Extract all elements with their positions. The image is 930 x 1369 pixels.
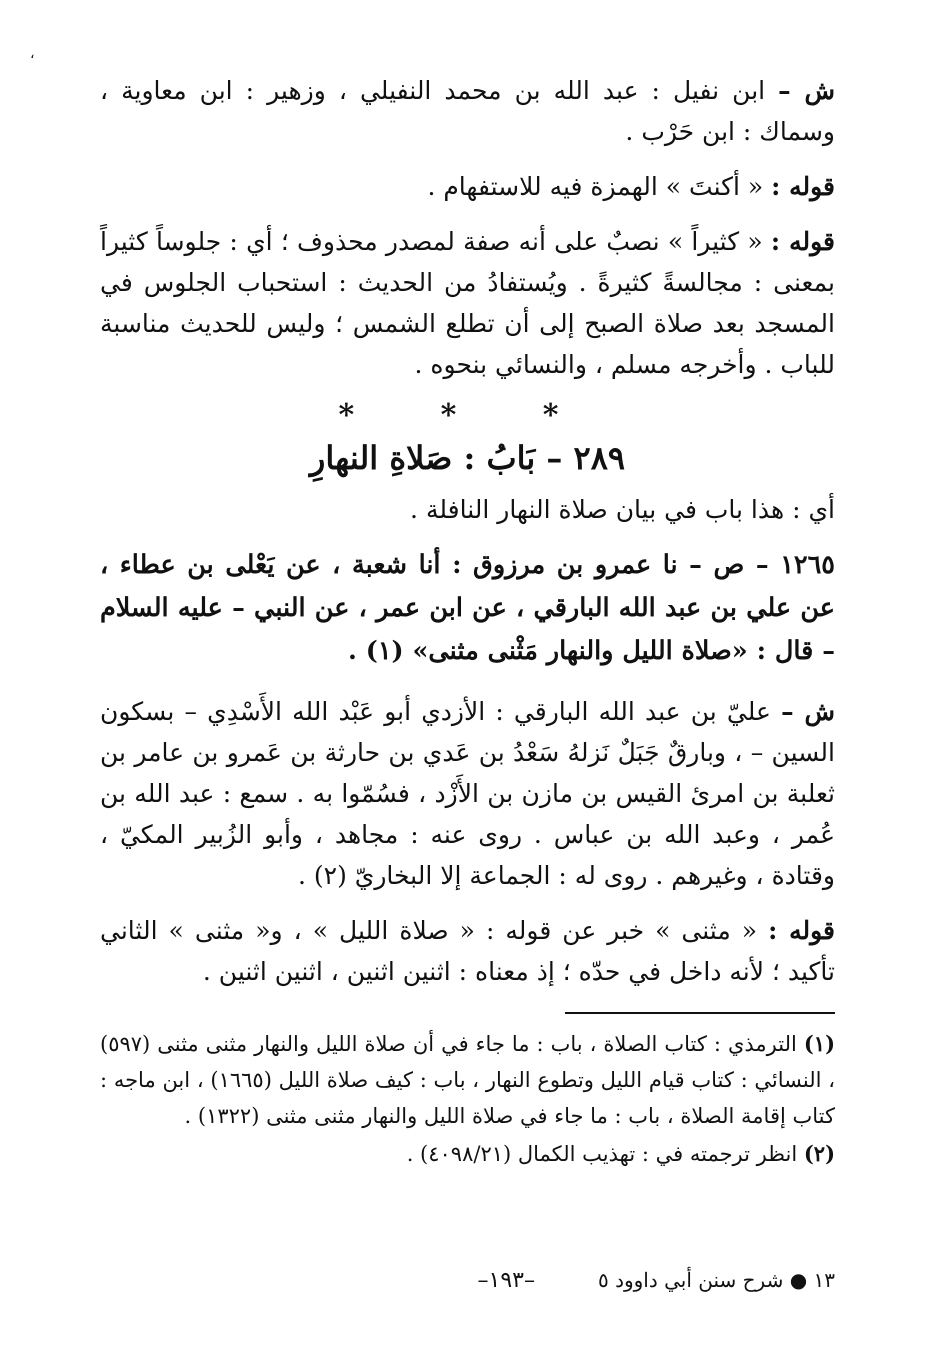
paragraph-text: ابن نفيل : عبد الله بن محمد النفيلي ، وزهير : ابن معاوية ، وسماك : ابن حَرْب . [100,76,835,146]
paragraph-qawluhu-2 [100,221,835,385]
paragraph-lead: قوله : [770,227,835,256]
footnote-number: (١) [803,1031,835,1056]
paragraph-qawluhu-1 [100,166,835,207]
footnote-1 [100,1026,835,1134]
paragraph-lead: ش – [781,697,835,726]
hadith-text: ١٢٦٥ – ص – نا عمرو بن مرزوق : أنا شعبة ، عن يَعْلى بن عطاء ، عن علي بن عبد الله البارقي ، عن ابن عمر ، عن النبي – عليه السلام – قال : «صلاة الليل والنهار مَثْنى مثنى» (١) . [100,550,835,666]
chapter-intro: أي : هذا باب في بيان صلاة النهار النافلة . [410,495,835,524]
page-number: –١٩٣– [477,1268,535,1293]
paragraph-lead: قوله : [771,172,835,201]
paragraph-lead: ش – [778,76,835,105]
footnotes [100,1026,835,1172]
paragraph-lead: قوله : [768,916,835,945]
footnote-number: (٢) [803,1141,835,1166]
paragraph-text: « أكنتَ » الهمزة فيه للاستفهام . [427,172,772,201]
chapter-title: ٢٨٩ – بَابُ : صَلاةِ النهارِ [309,439,626,477]
margin-mark: ، [30,46,35,62]
commentary-narrator [100,691,835,896]
footnote-text: الترمذي : كتاب الصلاة ، باب : ما جاء في أن صلاة الليل والنهار مثنى مثنى (٥٩٧) ، النسائي : كتاب قيام الليل وتطوع النهار ، باب : كيف صلاة الليل (١٦٦٥) ، ابن ماجه : كتاب إقامة الصلاة ، باب : ما جاء في صلاة الليل والنهار مثنى مثنى (١٣٢٢) . [100,1032,835,1128]
footnote-text: انظر ترجمته في : تهذيب الكمال (٤٠٩٨/٢١) . [406,1142,804,1166]
paragraph-narrators [100,70,835,152]
commentary-mathna [100,910,835,992]
paragraph-text: « كثيراً » نصبٌ على أنه صفة لمصدر محذوف ؛ أي : جلوساً كثيراً بمعنى : مجالسةً كثيرةً . ويُستفادُ من الحديث : استحباب الجلوس في المسجد بعد صلاة الصبح إلى أن تطلع الشمس ؛ وليس للحديث مناسبة للباب . وأخرجه مسلم ، والنسائي بنحوه . [100,227,835,379]
footnote-divider [565,1012,835,1014]
page-body [100,70,835,1174]
paragraph-text: « مثنى » خبر عن قوله : « صلاة الليل » ، و« مثنى » الثاني تأكيد ؛ لأنه داخل في حدّه ؛ إذ معناه : اثنين اثنين ، اثنين اثنين . [100,916,835,986]
section-separator: * * * [338,398,597,433]
paragraph-text: عليّ بن عبد الله البارقي : الأزدي أبو عَبْد الله الأَسْدِي – بسكون السين – ، وبارقٌ جَبَلٌ نَزلهُ سَعْدُ بن عَدي بن حارثة بن عَمرو بن عامر بن ثعلبة بن امرئ القيس بن مازن بن الأَزْد ، فسُمّوا به . سمع : عبد الله بن عُمر ، وعبد الله بن عباس . روى عنه : مجاهد ، وأبو الزُبير المكيّ ، وقتادة ، وغيرهم . روى له : الجماعة إلا البخاريّ (٢) . [100,697,835,890]
page-footer [100,1268,835,1298]
footnote-2 [100,1136,835,1172]
book-signature: ١٣ ● شرح سنن أبي داوود ٥ [597,1268,835,1292]
